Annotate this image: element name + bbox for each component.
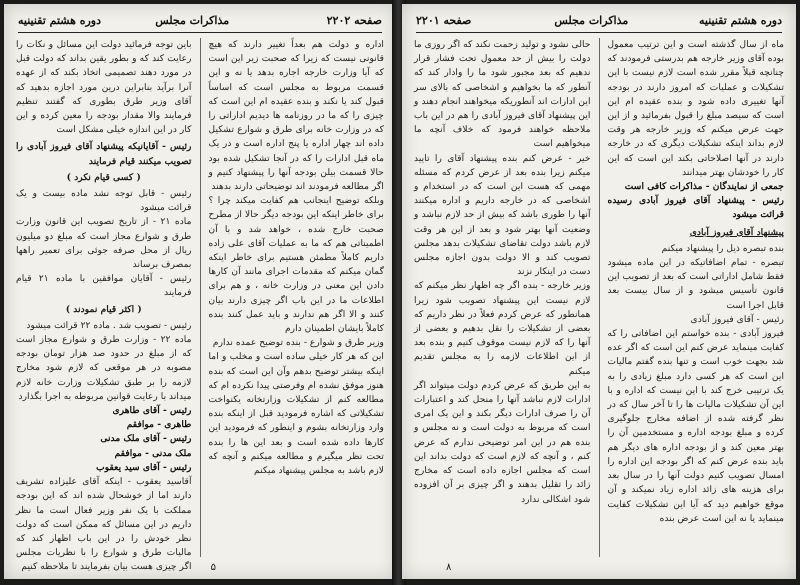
right-page-column-right: [608, 38, 785, 557]
paragraph: فیروز آبادی - بنده خواستم این اضافاتی را که کفایت مینماید عرض کنم این است که اگر عده شد بجهت خوب است و تنها بنده گفتم مالیات این است که هر کسی دارد مبلغ زیادی را به یک ترتیبی خرج کند با این نیست که اداره و با این آن تشکیلات مالیات ها را تا آخر سال که در نظر گرفته شده از اضافه مخارج جلوگیری کرده و مبلغ بودجه اداره و مستخدمین آن را بهتر معین کند و از بودجه اداره های دیگر هم باید بنده عرض کنم که اگر بودجه این اداره را امسال تصویب کنیم دولت آنها را در سال بعد برای هزینه های زائد اداره زیاد نمیکند و آن موقع خواهیم دید که آیا این تشکیلات کفایت مینماید یا نه این است عرض بنده: [607, 328, 784, 524]
paragraph: وزیر خارجه - بنده اگر چه اظهار نظر میکنم که لازم نیست این پیشنهاد تصویب شود زیرا همانطور که عرض کردم فعلاً در نظر داریم که بعضی از تشکیلات را نقل بدهیم و بعضی از آنها را که لازم نیست موقوف کنیم و بنده بعد از این اطلاعات لازمه را به مجلس تقدیم میکنم: [414, 280, 591, 377]
left-page-columns: [16, 38, 384, 573]
paragraph: بنده تبصره ذیل را پیشنهاد میکنم تبصره - تمام اضافاتیکه در این ماده میشود فقط شامل اداراتی است که بعد از تصویب این قانون تأسیس میشود و از سال بیست بعد قابل اجرا است رئیس - آقای فیروز آبادی: [607, 242, 784, 325]
left-page-number: ۵: [210, 562, 216, 573]
paragraph: حالی نشود و تولید زحمت نکند که اگر روزی ما دولت را بیش از حد معمول تحت فشار قرار ندهیم که بعد مجبور شود ما را وادار کند که آنطور که ما بخواهیم و اشخاصی که بالای سر این ادارات اند آنطوریکه میخواهند انجام دهند و این پیشنهاد آقای فیروز آبادی را هم در این باب ملاحظه خواهند فرمود که خلاف آنچه ما میخواهیم است: [414, 39, 591, 150]
left-page: [4, 4, 396, 579]
right-page-label: صفحه ۲۲۰۱: [416, 14, 472, 27]
left-page-column-left: [16, 38, 192, 573]
paragraph: رئیس - تصویب شد . ماده ۲۲ قرائت میشود ماده ۲۲ - وزارت طرق و شوارع مجاز است که از مبلغ در حدود صد هزار تومان بودجه مصوبه در هر موقعی که لازم شود مخارج لازمه را بر طبق تشکیلات وزارت خانه لازم میداند با رعایت قوانین مربوطه به اجرا بگذارد: [16, 319, 192, 402]
right-page-number: ۸: [446, 562, 452, 573]
right-page-header: [416, 14, 782, 33]
paragraph: ماه از سال گذشته است و این ترتیب معمول بوده آقای وزیر خارجه هم بدرستی فرمودند که چنانچه قبلاً مقرر شده است لازم نیست با این تشکیلات و عملیات که امروز دارند در بودجه آنها تغییری داده شود و بنده عقیده ام این است که سیصد مبلغ را قبول بفرمائید و از این جهت عرض میکنم که وزیر خارجه هر وقت لازم بداند اینکه تشکیلات دیگری که در خارجه دارند در آنها اصلاحاتی بکند این است که این کار را خودشان بهتر میدانند: [607, 39, 784, 178]
left-page-title: مذاکرات مجلس: [155, 14, 230, 27]
paragraph: رئیس - قابل توجه نشد ماده بیست و یک قرائت میشود ماده ۲۱ - از تاریخ تصویب این قانون وزارت طرق و شوارع مجاز است که مبلغ دو میلیون ریال از محل صرفه جوئی برای تعمیر راهها بمصرف برساند رئیس - آقایان موافقین با ماده ۲۱ قیام فرمایند: [16, 188, 192, 299]
paragraph: خیر - عرض کنم بنده پیشنهاد آقای را تایید میکنم زیرا بنده بعد از عرض کردم که مسئله مهمی که هست این است که در استخدام و اشخاصی که در خارجه داریم و اداره میکنند آنها را طوری باشد که بیش از حد لازم نباشد و وضعیت آنها بهتر شود و بعد از این هر وقت لازم باشد دولت تقاضای تشکیلات بدهد مجلس تصویب کند و الا دولت بدون اجازه مجلس دست در اینکار نزند: [414, 152, 591, 278]
paragraph: به این طریق که عرض کردم دولت میتواند اگر ادارات لازم نباشد آنها را منحل کند و اعتبارات آن را صرف ادارات دیگر بکند و این یک امری است که مربوط به دولت است و نه مجلس و بنده هم در این امر توضیحی ندارم که عرض کنم ، و آنچه که لازم است که دولت بداند این است که مجلس اجازه داده است که مخارج زائد را تقلیل بدهند و اگر چیزی بر آن افزوده شود اشکالی ندارد: [414, 379, 591, 505]
paragraph: آقاسید یعقوب - اینکه آقای علیزاده تشریف دارند اما از خوشحال شده اند که این بودجه مملکت با یک نفر وزیر فعال است ما نظر داریم در این مسائل که ممکن است که دولت نظر خودش را در این باب اظهار کند که مالیات طرق و شوارع را با نظریات مجلس اگر چیزی هست بیان بفرمایند تا ملاحظه کنیم: [16, 476, 192, 573]
paragraph: وبلکه توضیح اینجانب هم کفایت میکند چرا ؟ برای خاطر اینکه این بودجه دیگر حالا از مطرح صحبت خارج شده ، خواهد شد و با آن اطمیناتی هم که ما به عملیات آقای علی زاده داریم کاملاً مطمئن هستیم برای خاطر اینکه گمان میکنم که مقدمات اجرای مانند آن کارها دادن این معنی در وزارت خانه ، و هم برای اطلاعات ما در این باب اگر چیزی دارند بیان کنند و الا اگر هم ندارند و باید عمل کنند بنده کاملاً بایشان اطمینان دارم: [208, 195, 384, 335]
proposal-heading: پیشنهاد آقای فیروز آبادی: [689, 226, 784, 238]
left-page-header: [18, 14, 382, 33]
left-page-label: صفحه ۲۲۰۲: [326, 14, 382, 27]
right-page: [402, 4, 796, 579]
right-page-session: دوره هشتم تقنینیه: [699, 14, 782, 27]
paragraph: جمعی از نمایندگان - مذاکرات کافی است رئیس - پیشنهاد آقای فیروز آبادی رسیده قرائت میشود: [607, 181, 784, 221]
speaker-list: رئیس - آقای طاهری طاهری - موافقم رئیس - آقای ملک مدنی ملک مدنی - موافقم رئیس - آقای سید یعقوب: [96, 405, 192, 473]
stage-note: ( کسی قیام نکرد ): [66, 171, 141, 183]
paragraph: باین توجه فرمائید دولت این مسائل و نکات را رعایت کند که و بطور یقین بداند که دولت قبل در مورد دهند تصمیمی اتخاذ بکند که از عهده آنرا برآید بنابراین درین مورد اجازه بدهید که آقای وزیر طرق بطوری که گفتند تنظیم فرمایند والا مقدار بودجه را معین کرده و این کار در این اندازه خیلی مشکل است: [16, 39, 192, 136]
stage-note: ( اکثر قیام نمودند ): [65, 303, 142, 315]
paragraph: وزیر طرق و شوارع - بنده توضیح عمده ندارم این که هر کار خیلی ساده است و مخلب و اما اینکه بیشتر توضیح بدهم وآن این است که بنده هنوز موفق نشده ام وفرصتی پیدا نکرده ام که مطالعه کنم از تشکیلات وزارتخانه یکنواخت تشکیلاتی که اشاره فرمودید قبل از اینکه بنده وارد وزارتخانه بشوم و اینطور که فرمودید این کارها داده شده است و بعد این ها را بنده تحت نظر میگیرم و مطالعه میکنم و آنچه که لازم باشد به مجلس پیشنهاد میکنم: [208, 337, 384, 477]
left-page-column-right: [209, 38, 385, 557]
right-page-title: مذاکرات مجلس: [554, 14, 629, 27]
right-page-columns: [414, 38, 784, 557]
right-page-column-left: [414, 38, 591, 557]
paragraph: اداره و دولت هم بعداً تغییر دارند که هیچ قانونی نیست که زیرا که صحبت زیر این است که آیا وزارت خارجه اجاره بدهد یا نه و این قسمت مربوط به مجلس است که اساساً قبول کند یا نکند و بنده عقیده ام این است که چیزی را که ما در روزنامه ها دیدیم اداراتی را که در وزارت خانه برای طرق و شوارع تشکیل داده اند چهار اداره یا پنج اداره است و در یک ماه قبل ادارات را که در آنجا تشکیل شده بود حالا قسمت بیلن بودجه آنها را پیشنهاد کنیم و اگر مطالعه فرمودند اند توضیحاتی دارند بدهند: [208, 39, 384, 193]
left-page-session: دوره هشتم تقنینیه: [18, 14, 101, 27]
column-divider: [200, 38, 201, 557]
speaker-line: رئیس - آقایانیکه پیشنهاد آقای فیروز آبادی را تصویب میکنند قیام فرمایند: [16, 141, 192, 167]
column-divider: [599, 38, 600, 557]
